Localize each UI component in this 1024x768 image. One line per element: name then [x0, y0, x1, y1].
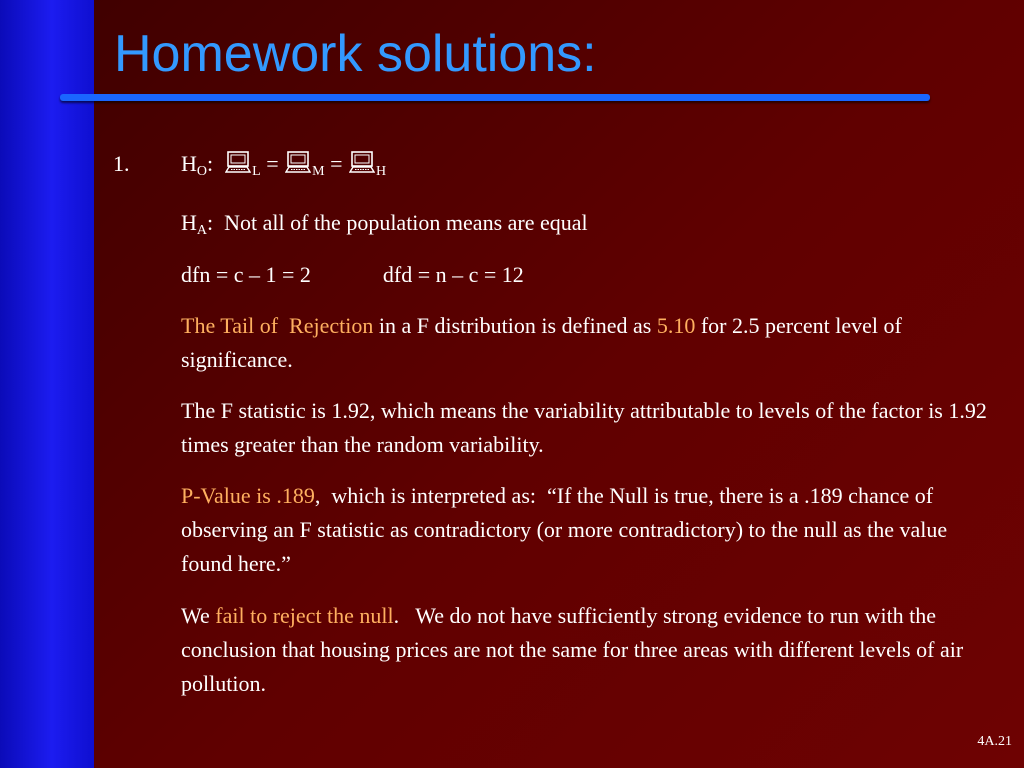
p-value-highlight: P-Value is .189 [181, 483, 315, 508]
h0-colon: : [207, 151, 214, 176]
p-value-paragraph [181, 479, 991, 581]
eq-sign: = [266, 151, 279, 176]
mu-sub-m: M [312, 164, 325, 179]
rejection-paragraph [181, 309, 991, 377]
ha-sub: A [196, 223, 208, 238]
critical-value: 5.10 [656, 313, 696, 338]
rejection-highlight: The Tail of Rejection [181, 313, 374, 338]
mu-sub-l: L [252, 164, 261, 179]
ha-label: H [181, 210, 197, 235]
mu-sub-h: H [376, 164, 387, 179]
dfn-text: dfn = c – 1 = 2 [181, 262, 311, 287]
computer-icon [225, 151, 251, 173]
f-statistic-paragraph: The F statistic is 1.92, which means the variability attributable to levels of the factor is 1.92 times greater than the random variability. [181, 398, 987, 457]
conclusion-highlight: fail to reject the null [215, 603, 394, 628]
conclusion-prefix: We [181, 603, 216, 628]
conclusion-paragraph [181, 599, 991, 701]
computer-icon [349, 151, 375, 173]
h0-sub: O [196, 164, 208, 179]
slide-number: 4A.21 [977, 734, 1012, 749]
rejection-text-2: for 2.5 percent level of significance. [181, 313, 902, 372]
list-item-number: 1. [113, 151, 130, 176]
alternative-hypothesis [181, 206, 991, 240]
computer-icon [285, 151, 311, 173]
eq-sign: = [330, 151, 343, 176]
dfd-text: dfd = n – c = 12 [382, 262, 524, 287]
p-value-text: , which is interpreted as: “If the Null is true, there is a .189 chance of observing an F statistic as contradictory (or more contradictory) to the null as the value found here.” [181, 483, 953, 576]
degrees-of-freedom [181, 258, 991, 292]
null-hypothesis [181, 147, 991, 181]
rejection-text-1: in a F distribution is defined as [373, 313, 657, 338]
page-title: Homework solutions: [114, 25, 597, 83]
conclusion-text: . We do not have sufficiently strong evidence to run with the conclusion that housing prices are not the same for three areas with different levels of air pollution. [181, 603, 969, 696]
ha-text: : Not all of the population means are equal [207, 210, 588, 235]
h0-label: H [181, 151, 197, 176]
